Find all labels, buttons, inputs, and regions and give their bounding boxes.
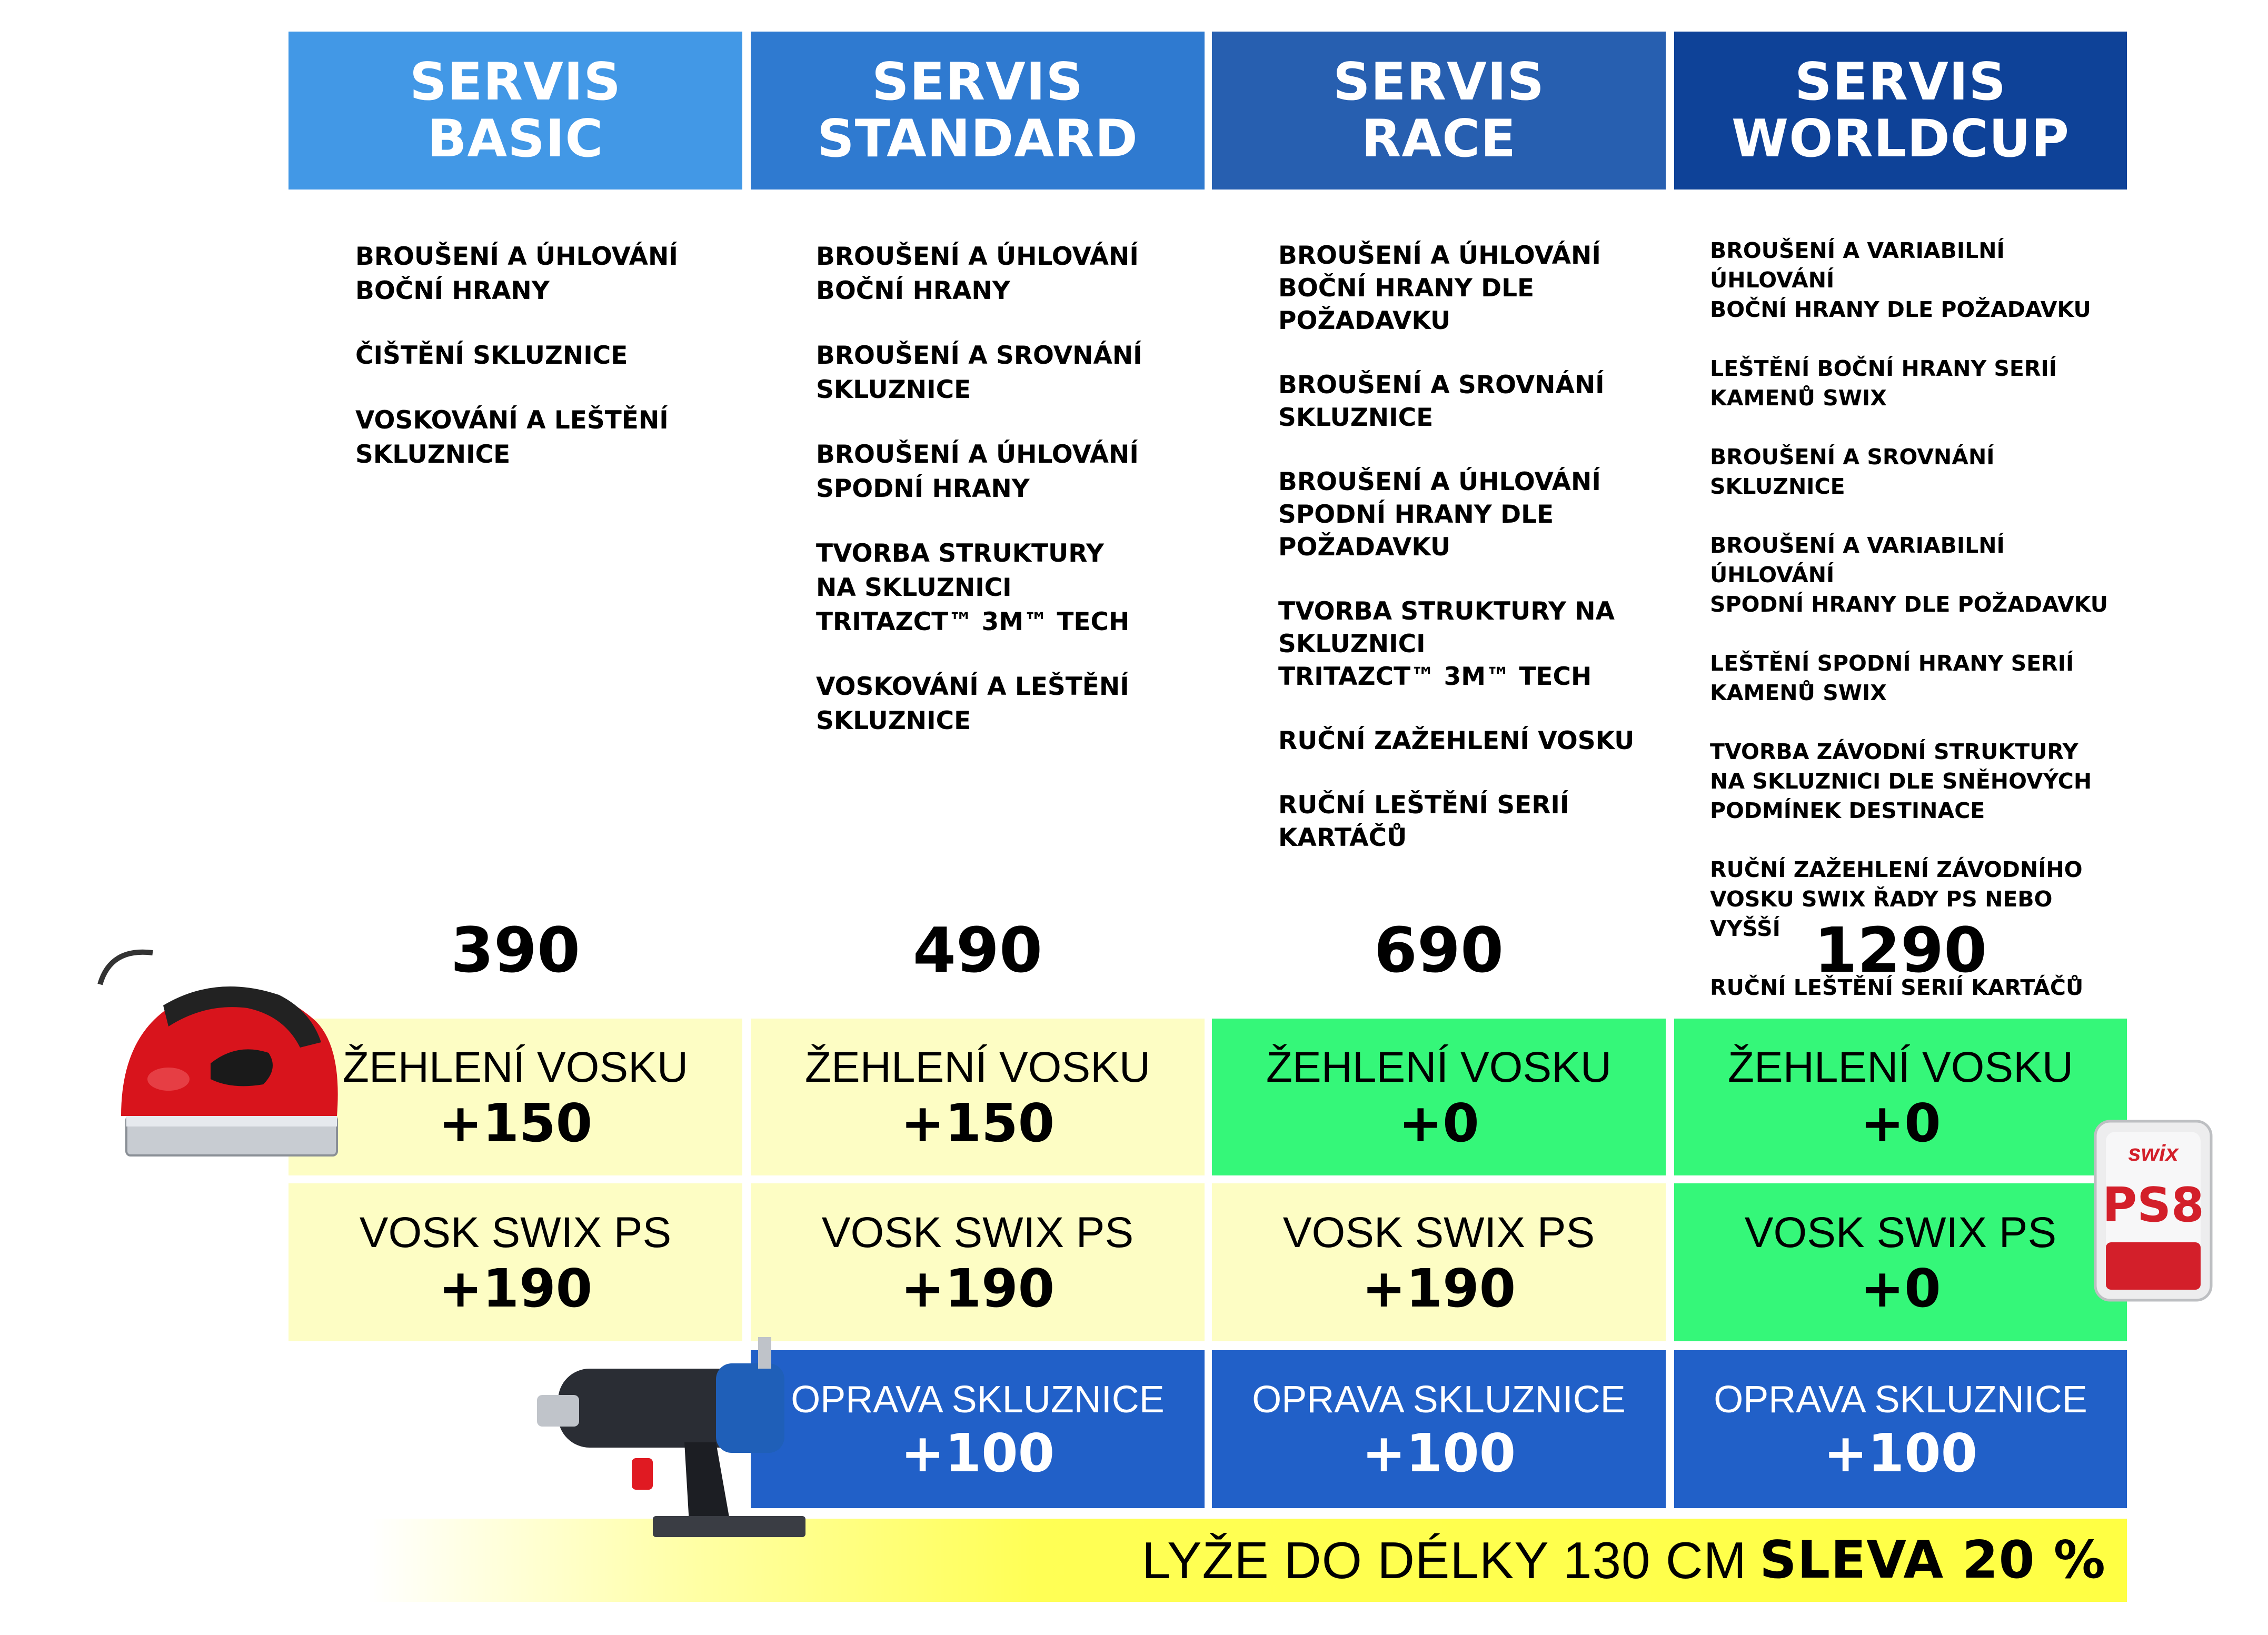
feature-item: ČIŠTĚNÍ SKLUZNICE — [355, 341, 628, 370]
addon-label: VOSK SWIX PS — [1282, 1209, 1595, 1257]
feature-item: BROUŠENÍ A VARIABILNÍ ÚHLOVÁNÍ SPODNÍ HRANY DLE POŽADAVKU — [1710, 533, 2108, 617]
feature-item: VOSKOVÁNÍ A LEŠTĚNÍ SKLUZNICE — [816, 672, 1129, 735]
feature-item: LEŠTĚNÍ SPODNÍ HRANY SERIÍ KAMENŮ SWIX — [1710, 651, 2074, 705]
addon-label: OPRAVA SKLUZNICE — [1714, 1379, 2087, 1421]
addon-value: +190 — [1361, 1258, 1516, 1319]
feature-item: BROUŠENÍ A SROVNÁNÍ SKLUZNICE — [1278, 371, 1605, 432]
addon-value: +0 — [1860, 1258, 1941, 1319]
header-basic-line1: SERVIS — [410, 52, 621, 112]
feature-item: VOSKOVÁNÍ A LEŠTĚNÍ SKLUZNICE — [355, 406, 669, 469]
wax-brand-text: swix — [2128, 1140, 2179, 1166]
header-worldcup-line1: SERVIS — [1795, 52, 2006, 112]
addon-value: +150 — [438, 1092, 593, 1154]
wax-iron-icon — [89, 942, 363, 1169]
header-race-line1: SERVIS — [1333, 52, 1545, 112]
features-race — [1278, 240, 1647, 886]
addon-value: +190 — [900, 1258, 1055, 1319]
addon-repair-worldcup — [1674, 1350, 2127, 1508]
feature-item: RUČNÍ ZAŽEHLENÍ VOSKU — [1278, 726, 1635, 755]
addon-value: +100 — [1823, 1422, 1978, 1484]
addon-iron-worldcup — [1674, 1019, 2127, 1175]
wax-model-text: PS8 — [2102, 1178, 2204, 1233]
feature-item: TVORBA ZÁVODNÍ STRUKTURY NA SKLUZNICI DLE SNĚHOVÝCH PODMÍNEK DESTINACE — [1710, 739, 2092, 823]
price-worldcup: 1290 — [1814, 914, 1987, 986]
discount-value: SLEVA 20 % — [1759, 1530, 2106, 1590]
features-basic — [355, 240, 724, 502]
feature-item: BROUŠENÍ A SROVNÁNÍ SKLUZNICE — [1710, 444, 1995, 499]
addon-value: +150 — [900, 1092, 1055, 1154]
swix-wax-box-icon — [2085, 1111, 2222, 1311]
addon-iron-standard — [751, 1019, 1205, 1175]
header-standard-line2: STANDARD — [817, 109, 1138, 169]
feature-item: BROUŠENÍ A VARIABILNÍ ÚHLOVÁNÍ BOČNÍ HRANY DLE POŽADAVKU — [1710, 238, 2091, 322]
price-basic: 390 — [450, 914, 581, 986]
header-race-line2: RACE — [1361, 109, 1517, 169]
addon-value: +0 — [1860, 1092, 1941, 1154]
feature-item: BROUŠENÍ A SROVNÁNÍ SKLUZNICE — [816, 341, 1142, 404]
addon-repair-race — [1212, 1350, 1666, 1508]
feature-item: BROUŠENÍ A ÚHLOVÁNÍ SPODNÍ HRANY — [816, 440, 1139, 503]
price-standard: 490 — [912, 914, 1043, 986]
addon-label: ŽEHLENÍ VOSKU — [1266, 1043, 1612, 1091]
header-standard — [751, 32, 1205, 190]
addon-value: +190 — [438, 1258, 593, 1319]
feature-item: BROUŠENÍ A ÚHLOVÁNÍ BOČNÍ HRANY DLE POŽADAVKU — [1278, 241, 1601, 335]
addon-label: ŽEHLENÍ VOSKU — [342, 1043, 689, 1091]
feature-item: RUČNÍ LEŠTĚNÍ SERIÍ KARTÁČŮ — [1710, 975, 2084, 1000]
discount-text: LYŽE DO DÉLKY 130 CM — [1141, 1531, 1747, 1589]
header-standard-line1: SERVIS — [872, 52, 1083, 112]
addon-value: +100 — [1361, 1422, 1516, 1484]
header-basic — [289, 32, 742, 190]
feature-item: BROUŠENÍ A ÚHLOVÁNÍ BOČNÍ HRANY — [355, 242, 678, 305]
addon-label: VOSK SWIX PS — [1744, 1209, 2057, 1257]
addon-wax-worldcup — [1674, 1183, 2127, 1341]
feature-item: BROUŠENÍ A ÚHLOVÁNÍ SPODNÍ HRANY DLE POŽADAVKU — [1278, 467, 1601, 562]
feature-item: TVORBA STRUKTURY NA SKLUZNICI TRITAZCT™ 3M™ TECH — [816, 539, 1130, 636]
header-basic-line2: BASIC — [427, 109, 604, 169]
addon-label: OPRAVA SKLUZNICE — [1252, 1379, 1626, 1421]
feature-item: RUČNÍ LEŠTĚNÍ SERIÍ KARTÁČŮ — [1278, 791, 1569, 852]
addon-label: ŽEHLENÍ VOSKU — [804, 1043, 1151, 1091]
glue-gun-icon — [526, 1305, 821, 1548]
feature-item: TVORBA STRUKTURY NA SKLUZNICI TRITAZCT™ 3M™ TECH — [1278, 597, 1615, 691]
addon-iron-race — [1212, 1019, 1666, 1175]
addon-label: OPRAVA SKLUZNICE — [791, 1379, 1165, 1421]
feature-item: RUČNÍ ZAŽEHLENÍ ZÁVODNÍHO VOSKU SWIX ŘADY PS NEBO VYŠŠÍ — [1710, 857, 2083, 941]
addon-label: VOSK SWIX PS — [359, 1209, 672, 1257]
addon-label: VOSK SWIX PS — [821, 1209, 1134, 1257]
header-worldcup-line2: WORLDCUP — [1732, 109, 2070, 169]
addon-value: +0 — [1398, 1092, 1479, 1154]
price-race: 690 — [1374, 914, 1504, 986]
addon-label: ŽEHLENÍ VOSKU — [1727, 1043, 2074, 1091]
header-race — [1212, 32, 1666, 190]
feature-item: LEŠTĚNÍ BOČNÍ HRANY SERIÍ KAMENŮ SWIX — [1710, 356, 2057, 411]
addon-wax-race — [1212, 1183, 1666, 1341]
features-standard — [816, 240, 1185, 769]
header-worldcup — [1674, 32, 2127, 190]
addon-value: +100 — [900, 1422, 1055, 1484]
feature-item: BROUŠENÍ A ÚHLOVÁNÍ BOČNÍ HRANY — [816, 242, 1139, 305]
